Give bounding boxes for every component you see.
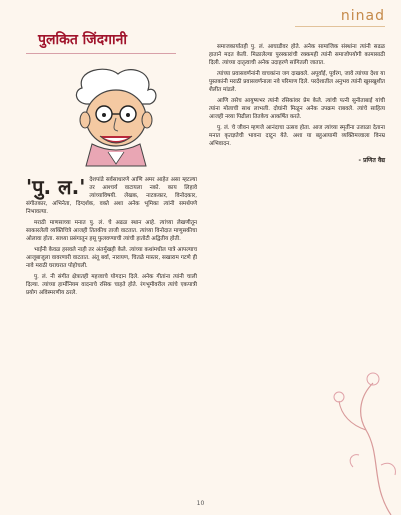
author-byline: - प्रणित वैद्य — [358, 157, 385, 164]
left-paragraph: पु. लं. नी संगीत क्षेत्रातही महत्त्वाचे योगदान दिले. अनेक गीतांना त्यांनी चाली दिल्या. त्यांच्या हार्मोनियम वादनाचे रसिक चाहते होते. रंगभूमीवरील त्यांचे एकपात्री प्रयोग अविस्मरणीय ठरले. — [26, 274, 197, 296]
right-paragraph: त्यांच्या प्रवासवर्णनांनी वाचकांना जग दाखवले. अपूर्वाई, पूर्वरंग, जावे त्यांच्या देशा या पुस्तकांनी मराठी प्रवासवर्णनाला नवे परिमाण दिले. परदेशातील अनुभव त्यांनी खुसखुशीत शैलीत मांडले. — [209, 71, 385, 93]
magazine-brand: ninad — [340, 8, 385, 24]
left-paragraph: भाईंनी केवळ हसवले नाही तर अंतर्मुखही केले. त्यांच्या कथांमधील पात्रे आपल्याच आजूबाजूला वावरणारी वाटतात. अंतू बर्वा, नारायण, चितळे मास्तर, सखाराम गटणे ही नावे मराठी घराघरात पोहोचली. — [26, 247, 197, 269]
left-column — [26, 24, 197, 297]
right-paragraph: समाजकार्यातही पु. लं. आघाडीवर होते. अनेक सामाजिक संस्थांना त्यांनी सढळ हाताने मदत केली. मिळालेल्या पुरस्कारांची रक्कमही त्यांनी समाजोपयोगी कामासाठी दिली. त्यांच्या दातृत्वाची अनेक उदाहरणे सांगितली जातात. — [209, 44, 385, 66]
right-column — [209, 40, 385, 164]
left-paragraph: मराठी माणसाच्या मनात पु. लं. चे अढळ स्थान आहे. त्यांच्या लेखणीतून साकारलेली व्यक्तिचित्रे आजही तितकीच ताजी वाटतात. त्यांच्या विनोदात माणुसकीचा ओलावा होता. साध्या प्रसंगातून हसू फुलवण्याची त्यांची हातोटी अद्वितीय होती. — [26, 220, 197, 242]
brand-underline — [295, 26, 385, 27]
caricature-icon — [26, 60, 197, 170]
right-paragraph: आणि तसेच आयुष्यभर त्यांनी रसिकांवर प्रेम केले. त्यांची पत्नी सुनीताबाई यांची त्यांना मोलाची साथ लाभली. दोघांनी मिळून अनेक उपक्रम राबवले. त्यांचे साहित्य आजही नव्या पिढीला तितकेच आकर्षित करते. — [209, 98, 385, 120]
article-headline: पुलकित जिंदगानी — [38, 32, 128, 48]
floral-decoration-icon — [311, 335, 401, 515]
headline-rule — [26, 53, 176, 54]
right-paragraph: पु. लं. चे जीवन म्हणजे आनंदाचा उत्सव होता. आज त्यांच्या स्मृतींना उजाळा देताना मनात कृतज्ञतेची भावना दाटून येते. अशा या बहुआयामी व्यक्तिमत्त्वाला विनम्र अभिवादन. — [209, 125, 385, 147]
page-number: 10 — [196, 500, 205, 507]
caricature-illustration — [26, 60, 197, 170]
intro-paragraph — [26, 176, 197, 216]
dropcap: 'पु. ल.' — [26, 175, 86, 199]
intro-text: देशपांडे सर्वसाधारणे आणि अमर आहेत असा म्हटल्या तर आश्चर्य वाटायला नको. काय लिहावे त्यांच्याविषयी. लेखक, नाटककार, विनोदकार, संगीतकार, अभिनेता, दिग्दर्शक, वक्ते अशा अनेक भूमिका त्यांनी समर्थपणे निभावल्या. — [26, 177, 197, 215]
